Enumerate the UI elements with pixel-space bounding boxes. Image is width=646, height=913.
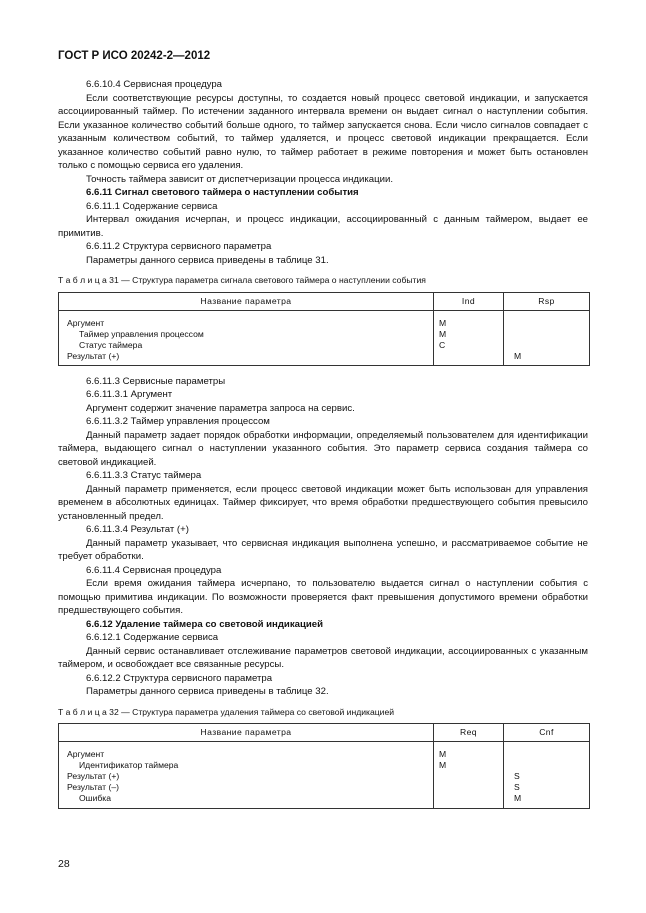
- table-row: [59, 742, 590, 809]
- rsp-cell: [504, 310, 590, 365]
- req-cell: [434, 742, 504, 809]
- section-heading: 6.6.12 Удаление таймера со световой индикацией: [86, 618, 323, 630]
- column-header: Cnf: [504, 724, 590, 742]
- table-header-row: [59, 292, 590, 310]
- paragraph: 6.6.11.3.1 Аргумент: [86, 389, 173, 400]
- paragraph: Данный параметр применяется, если процесс световой индикации может быть использован для управления временем в абсолютных единицах. Таймер фиксирует, что время обработки предшествующего события превысило установленный предел.: [58, 483, 588, 522]
- param-value: C: [439, 339, 446, 350]
- param-name-cell: [59, 310, 434, 365]
- paragraph: Если соответствующие ресурсы доступны, то создается новый процесс световой индикации, и запускается ассоциированный таймер. По истечении заданного интервала времени он выдает сигнал о наступлении события. Если указанное количество событий больше одного, то таймер запускается снова. Если число сигналов совпадает с указанным количеством событий, то таймер удаляется, и процесс световой индикации прекращается. Если указанное количество событий равно нулю, то таймер работает в режиме повторения и может быть остановлен только с помощью сервиса его удаления.: [58, 92, 588, 171]
- param-value: S: [514, 771, 520, 781]
- column-header: Название параметра: [59, 724, 434, 742]
- param-value: [514, 760, 589, 771]
- column-header: Ind: [434, 292, 504, 310]
- param-name: Таймер управления процессом: [79, 328, 204, 339]
- param-value: M: [439, 749, 447, 759]
- param-value: [439, 771, 503, 782]
- ind-cell: [434, 310, 504, 365]
- paragraph: Параметры данного сервиса приведены в таблице 32.: [86, 686, 329, 697]
- paragraph: Данный сервис останавливает отслеживание параметров световой индикации, ассоциированных с указанным таймером, и освобождает все связанные ресурсы.: [58, 645, 588, 670]
- param-name: Ошибка: [79, 793, 112, 803]
- param-value: [439, 793, 503, 804]
- param-name: Результат (–): [67, 782, 119, 792]
- param-name: Аргумент: [67, 749, 105, 759]
- param-value: [439, 351, 503, 362]
- paragraph: 6.6.10.4 Сервисная процедура: [86, 79, 223, 90]
- page-content: [58, 78, 588, 818]
- paragraph: Данный параметр задает порядок обработки информации, определяемый пользователем для идентификации таймера, выдающего сигнал о наступлении указанного события. Это параметр сервиса создания таймера со световой индикацией.: [58, 429, 588, 468]
- param-value: [514, 329, 589, 340]
- paragraph: 6.6.12.2 Структура сервисного параметра: [86, 672, 273, 684]
- paragraph: Аргумент содержит значение параметра запроса на сервис.: [86, 402, 355, 414]
- paragraph: Если время ожидания таймера исчерпано, то пользователю выдается сигнал о наступлении события с помощью примитива индикации. По возможности проверяется факт превышения допустимого времени обработки предшествующего события.: [58, 578, 588, 616]
- param-value: M: [439, 317, 447, 328]
- table-31-caption: Т а б л и ц а 31 — Структура параметра сигнала светового таймера о наступлении события: [58, 275, 426, 285]
- param-value: M: [514, 793, 522, 803]
- paragraph: Данный параметр указывает, что сервисная индикация выполнена успешно, и рассматриваемое событие не требует обработки.: [58, 537, 588, 562]
- page-number: 28: [58, 858, 70, 870]
- param-name: Идентификатор таймера: [79, 760, 179, 770]
- paragraph: 6.6.12.1 Содержание сервиса: [86, 632, 219, 643]
- paragraph: 6.6.11.3.4 Результат (+): [86, 524, 189, 535]
- param-value: [439, 782, 503, 793]
- param-name: Результат (+): [67, 771, 120, 781]
- paragraph: 6.6.11.2 Структура сервисного параметра: [86, 241, 272, 252]
- text-block-2: [58, 375, 588, 699]
- param-value: [514, 749, 589, 760]
- column-header: Название параметра: [59, 292, 434, 310]
- paragraph: 6.6.11.3.3 Статус таймера: [86, 470, 202, 481]
- text-block-1: [58, 78, 588, 267]
- document-header: ГОСТ Р ИСО 20242-2—2012: [58, 50, 211, 62]
- column-header: Rsp: [504, 292, 590, 310]
- table-31: [58, 292, 590, 366]
- paragraph: 6.6.11.3 Сервисные параметры: [86, 375, 226, 387]
- param-value: S: [514, 782, 520, 792]
- param-value: M: [439, 760, 447, 770]
- section-heading: 6.6.11 Сигнал светового таймера о наступлении события: [86, 187, 359, 198]
- param-name: Результат (+): [67, 350, 120, 361]
- param-value: M: [514, 350, 522, 361]
- param-name-cell: [59, 742, 434, 809]
- paragraph: Интервал ожидания исчерпан, и процесс индикации, ассоциированный с данным таймером, выдает ее примитив.: [58, 214, 588, 239]
- table-row: [59, 310, 590, 365]
- column-header: Req: [434, 724, 504, 742]
- param-name: Аргумент: [67, 317, 105, 328]
- param-value: M: [439, 328, 447, 339]
- cnf-cell: [504, 742, 590, 809]
- param-value: [514, 318, 589, 329]
- paragraph: 6.6.11.1 Содержание сервиса: [86, 200, 218, 212]
- table-header-row: [59, 724, 590, 742]
- table-32-caption: Т а б л и ц а 32 — Структура параметра удаления таймера со световой индикацией: [58, 706, 395, 717]
- param-name: Статус таймера: [79, 339, 143, 350]
- table-32: [58, 723, 590, 809]
- paragraph: Точность таймера зависит от диспетчеризации процесса индикации.: [86, 173, 393, 185]
- paragraph: 6.6.11.3.2 Таймер управления процессом: [86, 416, 270, 427]
- param-value: [514, 340, 589, 351]
- paragraph: 6.6.11.4 Сервисная процедура: [86, 564, 222, 576]
- paragraph: Параметры данного сервиса приведены в таблице 31.: [86, 254, 329, 266]
